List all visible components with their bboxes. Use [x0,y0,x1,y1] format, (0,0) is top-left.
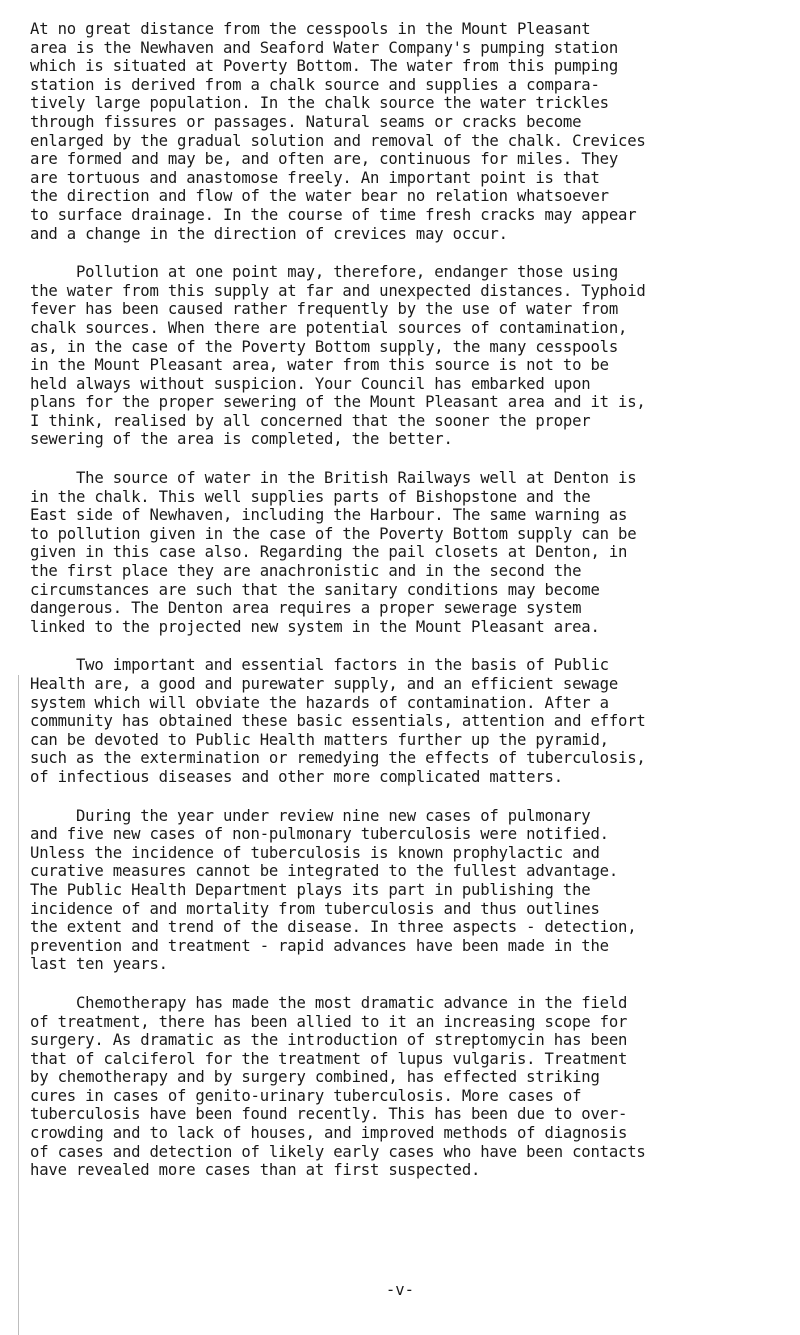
text-line: fever has been caused rather frequently by the use of water from [30,300,619,319]
text-line: Chemotherapy has made the most dramatic advance in the field [30,993,628,1012]
text-line: the direction and flow of the water bear no relation whatsoever [30,187,609,206]
text-line: the first place they are anachronistic and in the second the [30,562,582,581]
text-line: Pollution at one point may, therefore, endanger those using [30,263,619,282]
text-line: linked to the projected new system in the Mount Pleasant area. [30,617,600,636]
text-line: prevention and treatment - rapid advances have been made in the [30,936,609,955]
text-line: community has obtained these basic essentials, attention and effort [30,712,646,731]
left-margin-rule [18,675,19,1335]
text-line: tively large population. In the chalk source the water trickles [30,94,609,113]
text-line: which is situated at Poverty Bottom. The water from this pumping [30,57,619,76]
text-line: Two important and essential factors in the basis of Public [30,656,609,675]
body-text [30,20,790,1200]
text-line: chalk sources. When there are potential sources of contamination, [30,318,628,337]
text-line: The Public Health Department plays its part in publishing the [30,880,591,899]
text-line: crowding and to lack of houses, and improved methods of diagnosis [30,1124,628,1143]
text-line: I think, realised by all concerned that the sooner the proper [30,411,591,430]
text-line: can be devoted to Public Health matters further up the pyramid, [30,730,609,749]
text-line: area is the Newhaven and Seaford Water Company's pumping station [30,38,619,57]
text-line: given in this case also. Regarding the pail closets at Denton, in [30,543,628,562]
text-line: of treatment, there has been allied to it an increasing scope for [30,1012,628,1031]
text-line: in the Mount Pleasant area, water from this source is not to be [30,356,609,375]
text-line: tuberculosis have been found recently. This has been due to over- [30,1105,628,1124]
text-line: During the year under review nine new cases of pulmonary [30,806,591,825]
paragraph [30,807,790,974]
paragraph [30,20,790,243]
text-line: that of calciferol for the treatment of lupus vulgaris. Treatment [30,1049,628,1068]
text-line: enlarged by the gradual solution and removal of the chalk. Crevices [30,131,646,150]
paragraph [30,656,790,786]
text-line: Unless the incidence of tuberculosis is known prophylactic and [30,843,600,862]
text-line: as, in the case of the Poverty Bottom supply, the many cesspools [30,337,619,356]
page-number: -v- [385,1281,415,1299]
text-line: sewering of the area is completed, the better. [30,430,453,449]
text-line: the water from this supply at far and unexpected distances. Typhoid [30,281,646,300]
text-line: such as the extermination or remedying the effects of tuberculosis, [30,749,646,768]
text-line: dangerous. The Denton area requires a proper sewerage system [30,599,582,618]
text-line: Health are, a good and purewater supply, and an efficient sewage [30,675,619,693]
text-line: surgery. As dramatic as the introduction of streptomycin has been [30,1031,628,1050]
text-line: by chemotherapy and by surgery combined, has effected striking [30,1068,600,1087]
text-line: and five new cases of non-pulmonary tuberculosis were notified. [30,825,609,844]
text-line: of cases and detection of likely early cases who have been contacts [30,1142,646,1161]
text-line: East side of Newhaven, including the Harbour. The same warning as [30,506,628,525]
text-line: have revealed more cases than at first suspected. [30,1161,481,1180]
paragraph [30,469,790,636]
text-line: circumstances are such that the sanitary conditions may become [30,580,600,599]
text-line: last ten years. [30,955,168,974]
text-line: in the chalk. This well supplies parts of Bishopstone and the [30,487,591,506]
text-line: curative measures cannot be integrated to the fullest advantage. [30,862,619,881]
text-line: incidence of and mortality from tuberculosis and thus outlines [30,899,600,918]
text-line: through fissures or passages. Natural seams or cracks become [30,112,582,131]
text-line: held always without suspicion. Your Council has embarked upon [30,374,591,393]
text-line: and a change in the direction of crevices may occur. [30,224,508,243]
text-line: At no great distance from the cesspools in the Mount Pleasant [30,20,591,38]
text-line: are tortuous and anastomose freely. An important point is that [30,168,600,187]
text-line: cures in cases of genito-urinary tuberculosis. More cases of [30,1086,582,1105]
text-line: The source of water in the British Railways well at Denton is [30,469,637,488]
paragraph [30,263,790,449]
text-line: are formed and may be, and often are, continuous for miles. They [30,150,619,169]
text-line: station is derived from a chalk source and supplies a compara- [30,75,600,94]
text-line: to pollution given in the case of the Poverty Bottom supply can be [30,524,637,543]
text-line: to surface drainage. In the course of time fresh cracks may appear [30,205,637,224]
text-line: system which will obviate the hazards of contamination. After a [30,693,609,712]
text-line: plans for the proper sewering of the Mount Pleasant area and it is, [30,393,646,412]
text-line: the extent and trend of the disease. In three aspects - detection, [30,918,637,937]
paragraph [30,994,790,1180]
text-line: of infectious diseases and other more complicated matters. [30,767,563,786]
